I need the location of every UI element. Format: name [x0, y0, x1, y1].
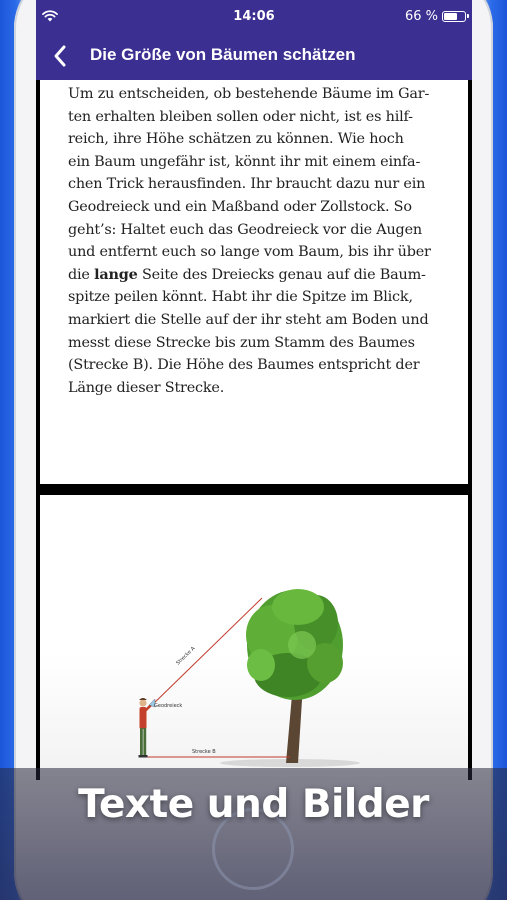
chevron-left-icon[interactable] — [50, 43, 72, 69]
article-line — [68, 151, 440, 174]
tree-height-illustration — [40, 495, 468, 780]
tree-foliage — [246, 589, 343, 700]
promo-caption: Texte und Bilder — [78, 782, 429, 827]
article-text-run: ten erhalten bleiben sollen oder nicht, ist es hilf- — [68, 108, 413, 125]
sight-line-strecke-a — [148, 598, 262, 709]
article-text-run: die — [68, 266, 95, 283]
person-figure — [139, 698, 156, 758]
page-title: Die Größe von Bäumen schätzen — [90, 45, 356, 64]
article-text-run: geht’s: Haltet euch das Geodreieck vor die Augen — [68, 221, 422, 238]
article-text-run: reich, ihre Höhe schätzen zu können. Wie hoch — [68, 131, 404, 148]
article-text-run: (Strecke B). Die Höhe des Baumes entspricht der — [68, 357, 420, 374]
article-line — [68, 128, 440, 151]
label-strecke-b: Strecke B — [192, 749, 216, 755]
article-paragraph — [68, 83, 440, 399]
article-text-run: Geodreieck und ein Maßband oder Zollstock. So — [68, 198, 412, 215]
article-text-run: Um zu entscheiden, ob bestehende Bäume im Gar- — [68, 86, 430, 102]
article-line — [68, 332, 440, 355]
article-text-run: und entfernt euch so lange vom Baum, bis ihr über — [68, 244, 431, 261]
article-text-run: chen Trick herausfinden. Ihr braucht dazu nur ein — [68, 176, 426, 193]
phone-screen — [36, 0, 472, 780]
battery-percent: 66 % — [404, 9, 438, 24]
article-illustration-page — [40, 495, 468, 780]
label-strecke-a: Strecke A — [175, 645, 197, 667]
article-line — [68, 264, 440, 287]
article-text-page — [40, 80, 468, 484]
article-line — [68, 309, 440, 332]
label-geodreieck: Geodreieck — [154, 703, 183, 709]
article-text-run: Seite des Dreiecks genau auf die Baum- — [137, 266, 426, 283]
article-text-run: spitze peilen könnt. Habt ihr die Spitze im Blick, — [68, 289, 413, 306]
article-line — [68, 173, 440, 196]
article-line — [68, 286, 440, 309]
article-text-run: ein Baum ungefähr ist, könnt ihr mit einem einfa- — [68, 153, 421, 170]
article-text-run: messt diese Strecke bis zum Stamm des Baumes — [68, 334, 415, 351]
article-text-run: markiert die Stelle auf der ihr steht am Boden und — [68, 311, 429, 328]
article-line — [68, 83, 440, 106]
battery-level-fill — [444, 13, 457, 20]
article-line — [68, 377, 440, 400]
article-line — [68, 196, 440, 219]
article-line — [68, 354, 440, 377]
article-text-run: Länge dieser Strecke. — [68, 379, 225, 396]
article-text-bold: lange — [94, 265, 138, 283]
status-time: 14:06 — [233, 9, 275, 24]
article-line — [68, 241, 440, 264]
page-divider — [36, 484, 472, 495]
battery-icon — [442, 11, 466, 22]
article-line — [68, 106, 440, 129]
navigation-bar — [36, 34, 472, 80]
status-bar — [36, 0, 472, 34]
article-line — [68, 219, 440, 242]
